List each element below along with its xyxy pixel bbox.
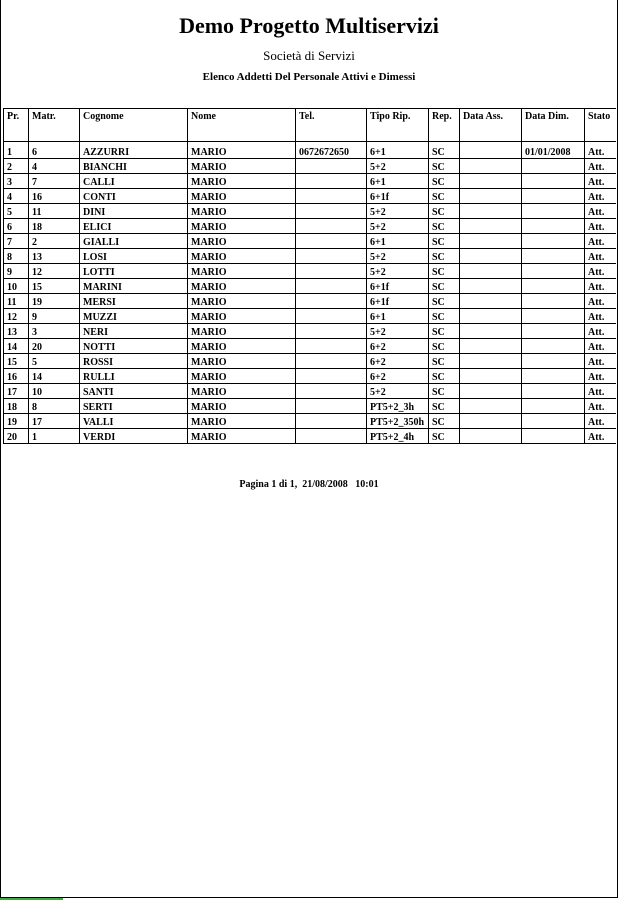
cell-pr: 5 <box>4 204 29 219</box>
roster-table-body <box>4 142 617 444</box>
cell-tipo-rip: 5+2 <box>367 159 429 174</box>
table-row <box>4 279 617 294</box>
header-stato: Stato <box>585 109 617 142</box>
cell-tipo-rip: PT5+2_350h <box>367 414 429 429</box>
cell-stato: Att. <box>585 279 617 294</box>
cell-data-ass <box>460 159 522 174</box>
cell-stato: Att. <box>585 324 617 339</box>
cell-nome: MARIO <box>188 204 296 219</box>
roster-table <box>3 108 616 444</box>
header-data-dim: Data Dim. <box>522 109 585 142</box>
cell-rep: SC <box>429 324 460 339</box>
cell-tipo-rip: 6+1 <box>367 142 429 159</box>
cell-nome: MARIO <box>188 399 296 414</box>
cell-tel <box>296 279 367 294</box>
cell-tel <box>296 384 367 399</box>
cell-stato: Att. <box>585 189 617 204</box>
cell-rep: SC <box>429 204 460 219</box>
cell-pr: 17 <box>4 384 29 399</box>
cell-tipo-rip: 6+1 <box>367 174 429 189</box>
cell-matr: 10 <box>29 384 80 399</box>
cell-tel <box>296 264 367 279</box>
cell-rep: SC <box>429 429 460 444</box>
cell-data-ass <box>460 324 522 339</box>
cell-data-dim <box>522 279 585 294</box>
cell-cognome: MERSI <box>80 294 188 309</box>
cell-tipo-rip: 5+2 <box>367 249 429 264</box>
cell-tipo-rip: PT5+2_3h <box>367 399 429 414</box>
cell-stato: Att. <box>585 369 617 384</box>
cell-data-dim <box>522 189 585 204</box>
table-header-row <box>4 109 617 142</box>
cell-tel <box>296 204 367 219</box>
cell-tel: 0672672650 <box>296 142 367 159</box>
cell-data-ass <box>460 309 522 324</box>
cell-nome: MARIO <box>188 324 296 339</box>
table-row <box>4 309 617 324</box>
cell-matr: 9 <box>29 309 80 324</box>
cell-matr: 20 <box>29 339 80 354</box>
cell-tipo-rip: PT5+2_4h <box>367 429 429 444</box>
cell-data-dim <box>522 264 585 279</box>
cell-nome: MARIO <box>188 249 296 264</box>
cell-matr: 15 <box>29 279 80 294</box>
cell-data-ass <box>460 142 522 159</box>
cell-matr: 2 <box>29 234 80 249</box>
cell-stato: Att. <box>585 249 617 264</box>
cell-cognome: VALLI <box>80 414 188 429</box>
cell-data-dim <box>522 159 585 174</box>
cell-cognome: MUZZI <box>80 309 188 324</box>
table-row <box>4 384 617 399</box>
cell-rep: SC <box>429 339 460 354</box>
cell-tel <box>296 354 367 369</box>
cell-pr: 16 <box>4 369 29 384</box>
cell-rep: SC <box>429 279 460 294</box>
cell-tipo-rip: 6+1f <box>367 294 429 309</box>
roster-table-container <box>3 108 616 456</box>
cell-data-ass <box>460 174 522 189</box>
cell-tel <box>296 399 367 414</box>
cell-rep: SC <box>429 234 460 249</box>
cell-matr: 7 <box>29 174 80 189</box>
cell-nome: MARIO <box>188 354 296 369</box>
cell-data-ass <box>460 204 522 219</box>
cell-rep: SC <box>429 174 460 189</box>
cell-matr: 8 <box>29 399 80 414</box>
cell-pr: 19 <box>4 414 29 429</box>
cell-cognome: SANTI <box>80 384 188 399</box>
table-row <box>4 249 617 264</box>
cell-rep: SC <box>429 142 460 159</box>
table-row <box>4 294 617 309</box>
cell-matr: 5 <box>29 354 80 369</box>
cell-tel <box>296 429 367 444</box>
report-subtitle: Società di Servizi <box>263 48 355 63</box>
cell-data-dim <box>522 174 585 189</box>
cell-pr: 4 <box>4 189 29 204</box>
cell-rep: SC <box>429 369 460 384</box>
cell-data-dim <box>522 204 585 219</box>
cell-data-dim <box>522 339 585 354</box>
table-row <box>4 174 617 189</box>
table-row <box>4 264 617 279</box>
cell-pr: 8 <box>4 249 29 264</box>
cell-data-dim <box>522 414 585 429</box>
cell-nome: MARIO <box>188 264 296 279</box>
cell-nome: MARIO <box>188 339 296 354</box>
header-matr: Matr. <box>29 109 80 142</box>
cell-tel <box>296 159 367 174</box>
cell-pr: 2 <box>4 159 29 174</box>
cell-cognome: NOTTI <box>80 339 188 354</box>
cell-cognome: ROSSI <box>80 354 188 369</box>
cell-data-dim <box>522 294 585 309</box>
table-row <box>4 142 617 159</box>
cell-cognome: MARINI <box>80 279 188 294</box>
cell-tel <box>296 234 367 249</box>
cell-data-ass <box>460 249 522 264</box>
cell-data-dim <box>522 369 585 384</box>
cell-rep: SC <box>429 219 460 234</box>
cell-pr: 14 <box>4 339 29 354</box>
cell-tipo-rip: 6+1f <box>367 279 429 294</box>
cell-cognome: NERI <box>80 324 188 339</box>
cell-nome: MARIO <box>188 414 296 429</box>
cell-tel <box>296 294 367 309</box>
cell-pr: 12 <box>4 309 29 324</box>
header-data-ass: Data Ass. <box>460 109 522 142</box>
table-row <box>4 234 617 249</box>
cell-tel <box>296 339 367 354</box>
cell-matr: 6 <box>29 142 80 159</box>
cell-data-ass <box>460 384 522 399</box>
cell-stato: Att. <box>585 219 617 234</box>
cell-pr: 10 <box>4 279 29 294</box>
cell-stato: Att. <box>585 264 617 279</box>
cell-cognome: GIALLI <box>80 234 188 249</box>
cell-nome: MARIO <box>188 429 296 444</box>
cell-data-dim <box>522 384 585 399</box>
cell-tipo-rip: 6+2 <box>367 369 429 384</box>
cell-cognome: LOTTI <box>80 264 188 279</box>
cell-data-ass <box>460 369 522 384</box>
cell-tipo-rip: 6+1 <box>367 234 429 249</box>
cell-rep: SC <box>429 384 460 399</box>
cell-nome: MARIO <box>188 309 296 324</box>
cell-data-ass <box>460 339 522 354</box>
cell-rep: SC <box>429 414 460 429</box>
table-row <box>4 189 617 204</box>
header-cognome: Cognome <box>80 109 188 142</box>
cell-cognome: SERTI <box>80 399 188 414</box>
cell-matr: 16 <box>29 189 80 204</box>
cell-matr: 19 <box>29 294 80 309</box>
cell-tipo-rip: 5+2 <box>367 384 429 399</box>
cell-stato: Att. <box>585 234 617 249</box>
cell-matr: 17 <box>29 414 80 429</box>
cell-nome: MARIO <box>188 369 296 384</box>
cell-data-ass <box>460 414 522 429</box>
cell-tel <box>296 174 367 189</box>
cell-rep: SC <box>429 294 460 309</box>
cell-matr: 13 <box>29 249 80 264</box>
cell-pr: 6 <box>4 219 29 234</box>
cell-data-ass <box>460 234 522 249</box>
cell-nome: MARIO <box>188 189 296 204</box>
cell-data-ass <box>460 354 522 369</box>
cell-pr: 15 <box>4 354 29 369</box>
cell-matr: 14 <box>29 369 80 384</box>
cell-stato: Att. <box>585 204 617 219</box>
header-nome: Nome <box>188 109 296 142</box>
table-row <box>4 324 617 339</box>
cell-data-dim <box>522 429 585 444</box>
cell-stato: Att. <box>585 384 617 399</box>
table-row <box>4 429 617 444</box>
cell-pr: 9 <box>4 264 29 279</box>
cell-stato: Att. <box>585 339 617 354</box>
cell-tel <box>296 189 367 204</box>
cell-nome: MARIO <box>188 279 296 294</box>
cell-pr: 3 <box>4 174 29 189</box>
cell-cognome: DINI <box>80 204 188 219</box>
cell-tel <box>296 324 367 339</box>
cell-cognome: AZZURRI <box>80 142 188 159</box>
cell-data-ass <box>460 264 522 279</box>
cell-data-ass <box>460 219 522 234</box>
table-row <box>4 414 617 429</box>
cell-rep: SC <box>429 264 460 279</box>
cell-stato: Att. <box>585 174 617 189</box>
cell-matr: 12 <box>29 264 80 279</box>
cell-tipo-rip: 5+2 <box>367 324 429 339</box>
cell-rep: SC <box>429 399 460 414</box>
cell-cognome: BIANCHI <box>80 159 188 174</box>
cell-data-ass <box>460 399 522 414</box>
cell-tipo-rip: 6+1 <box>367 309 429 324</box>
page-footer: Pagina 1 di 1, 21/08/2008 10:01 <box>239 479 379 490</box>
cell-stato: Att. <box>585 309 617 324</box>
table-row <box>4 354 617 369</box>
cell-stato: Att. <box>585 294 617 309</box>
header-tel: Tel. <box>296 109 367 142</box>
cell-tipo-rip: 6+2 <box>367 354 429 369</box>
cell-rep: SC <box>429 189 460 204</box>
cell-tel <box>296 309 367 324</box>
cell-stato: Att. <box>585 159 617 174</box>
cell-matr: 1 <box>29 429 80 444</box>
cell-pr: 11 <box>4 294 29 309</box>
cell-nome: MARIO <box>188 142 296 159</box>
cell-stato: Att. <box>585 142 617 159</box>
cell-rep: SC <box>429 354 460 369</box>
cell-stato: Att. <box>585 354 617 369</box>
report-title: Demo Progetto Multiservizi <box>179 13 439 38</box>
cell-nome: MARIO <box>188 159 296 174</box>
cell-cognome: RULLI <box>80 369 188 384</box>
header-tipo-rip: Tipo Rip. <box>367 109 429 142</box>
cell-data-dim <box>522 399 585 414</box>
cell-pr: 1 <box>4 142 29 159</box>
cell-tel <box>296 369 367 384</box>
cell-cognome: LOSI <box>80 249 188 264</box>
cell-pr: 13 <box>4 324 29 339</box>
cell-tipo-rip: 6+1f <box>367 189 429 204</box>
cell-pr: 20 <box>4 429 29 444</box>
cell-data-dim <box>522 234 585 249</box>
table-row <box>4 399 617 414</box>
cell-data-dim <box>522 309 585 324</box>
cell-matr: 3 <box>29 324 80 339</box>
cell-data-ass <box>460 294 522 309</box>
report-heading: Elenco Addetti Del Personale Attivi e Dimessi <box>202 71 416 83</box>
cell-data-ass <box>460 429 522 444</box>
header-rep: Rep. <box>429 109 460 142</box>
cell-matr: 4 <box>29 159 80 174</box>
table-row <box>4 369 617 384</box>
cell-data-dim: 01/01/2008 <box>522 142 585 159</box>
cell-tel <box>296 219 367 234</box>
cell-matr: 18 <box>29 219 80 234</box>
table-row <box>4 159 617 174</box>
cell-cognome: ELICI <box>80 219 188 234</box>
cell-cognome: VERDI <box>80 429 188 444</box>
cell-stato: Att. <box>585 414 617 429</box>
cell-nome: MARIO <box>188 234 296 249</box>
cell-nome: MARIO <box>188 219 296 234</box>
cell-pr: 18 <box>4 399 29 414</box>
table-row <box>4 204 617 219</box>
cell-stato: Att. <box>585 429 617 444</box>
cell-tipo-rip: 5+2 <box>367 204 429 219</box>
cell-rep: SC <box>429 309 460 324</box>
cell-tipo-rip: 5+2 <box>367 219 429 234</box>
cell-tel <box>296 414 367 429</box>
cell-nome: MARIO <box>188 294 296 309</box>
cell-nome: MARIO <box>188 174 296 189</box>
cell-cognome: CALLI <box>80 174 188 189</box>
cell-data-dim <box>522 324 585 339</box>
cell-data-dim <box>522 249 585 264</box>
cell-matr: 11 <box>29 204 80 219</box>
cell-tel <box>296 249 367 264</box>
cell-tipo-rip: 5+2 <box>367 264 429 279</box>
cell-data-ass <box>460 279 522 294</box>
cell-rep: SC <box>429 159 460 174</box>
cell-nome: MARIO <box>188 384 296 399</box>
cell-data-ass <box>460 189 522 204</box>
cell-stato: Att. <box>585 399 617 414</box>
table-row <box>4 219 617 234</box>
table-row <box>4 339 617 354</box>
header-pr: Pr. <box>4 109 29 142</box>
cell-data-dim <box>522 219 585 234</box>
cell-pr: 7 <box>4 234 29 249</box>
cell-cognome: CONTI <box>80 189 188 204</box>
cell-rep: SC <box>429 249 460 264</box>
cell-data-dim <box>522 354 585 369</box>
cell-tipo-rip: 6+2 <box>367 339 429 354</box>
